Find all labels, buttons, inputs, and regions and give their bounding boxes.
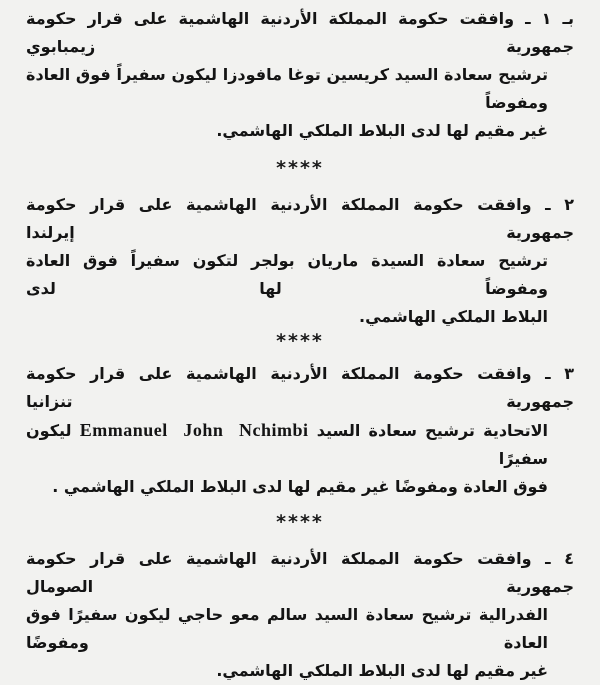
paragraph-1-line-1: بـ ١ ـ وافقت حكومة المملكة الأردنية الهاشمية على قرار حكومة جمهورية زيمبابوي	[26, 9, 575, 56]
paragraph-2	[26, 191, 574, 331]
paragraph-1	[26, 5, 574, 145]
section-separator-2: ****	[276, 330, 324, 352]
section-separator-1: ****	[276, 157, 324, 179]
paragraph-4-line-1: ٤ ـ وافقت حكومة المملكة الأردنية الهاشمية على قرار حكومة جمهورية الصومال	[26, 549, 574, 596]
section-separator-3: ****	[276, 511, 324, 533]
paragraph-3-line-1: ٣ ـ وافقت حكومة المملكة الأردنية الهاشمية على قرار حكومة جمهورية تنزانيا	[26, 364, 574, 411]
paragraph-2-line-2: ترشيح سعادة السيدة ماريان بولجر لتكون سفيراً فوق العادة ومفوضاً لها لدى	[26, 251, 548, 298]
paragraph-3-line-2-arabic-before: الاتحادية ترشيح سعادة السيد	[316, 421, 549, 440]
document-page	[26, 5, 574, 685]
paragraph-2-line-3: البلاط الملكي الهاشمي.	[359, 307, 548, 326]
paragraph-3	[26, 360, 574, 501]
paragraph-1-line-2: ترشيح سعادة السيد كريسين توغا مافودزا ليكون سفيراً فوق العادة ومفوضاً	[26, 65, 548, 112]
paragraph-3-line-3: فوق العادة ومفوضًا غير مقيم لها لدى البلاط الملكي الهاشمي .	[52, 477, 548, 496]
paragraph-4-line-3: غير مقيم لها لدى البلاط الملكي الهاشمي.	[216, 661, 548, 680]
paragraph-4-line-2: الفدرالية ترشيح سعادة السيد سالم معو حاجي ليكون سفيرًا فوق العادة ومفوضًا	[26, 605, 548, 652]
ambassador-latin-name: Emmanuel John Nchimbi	[79, 420, 309, 440]
paragraph-2-line-1: ٢ ـ وافقت حكومة المملكة الأردنية الهاشمية على قرار حكومة جمهورية إيرلندا	[26, 195, 574, 242]
paragraph-4	[26, 545, 574, 685]
paragraph-1-line-3: غير مقيم لها لدى البلاط الملكي الهاشمي.	[216, 121, 548, 140]
paragraph-3-line-2	[26, 416, 574, 473]
paragraph-3-line-2-arabic-after: ليكون سفيرًا	[26, 421, 548, 468]
